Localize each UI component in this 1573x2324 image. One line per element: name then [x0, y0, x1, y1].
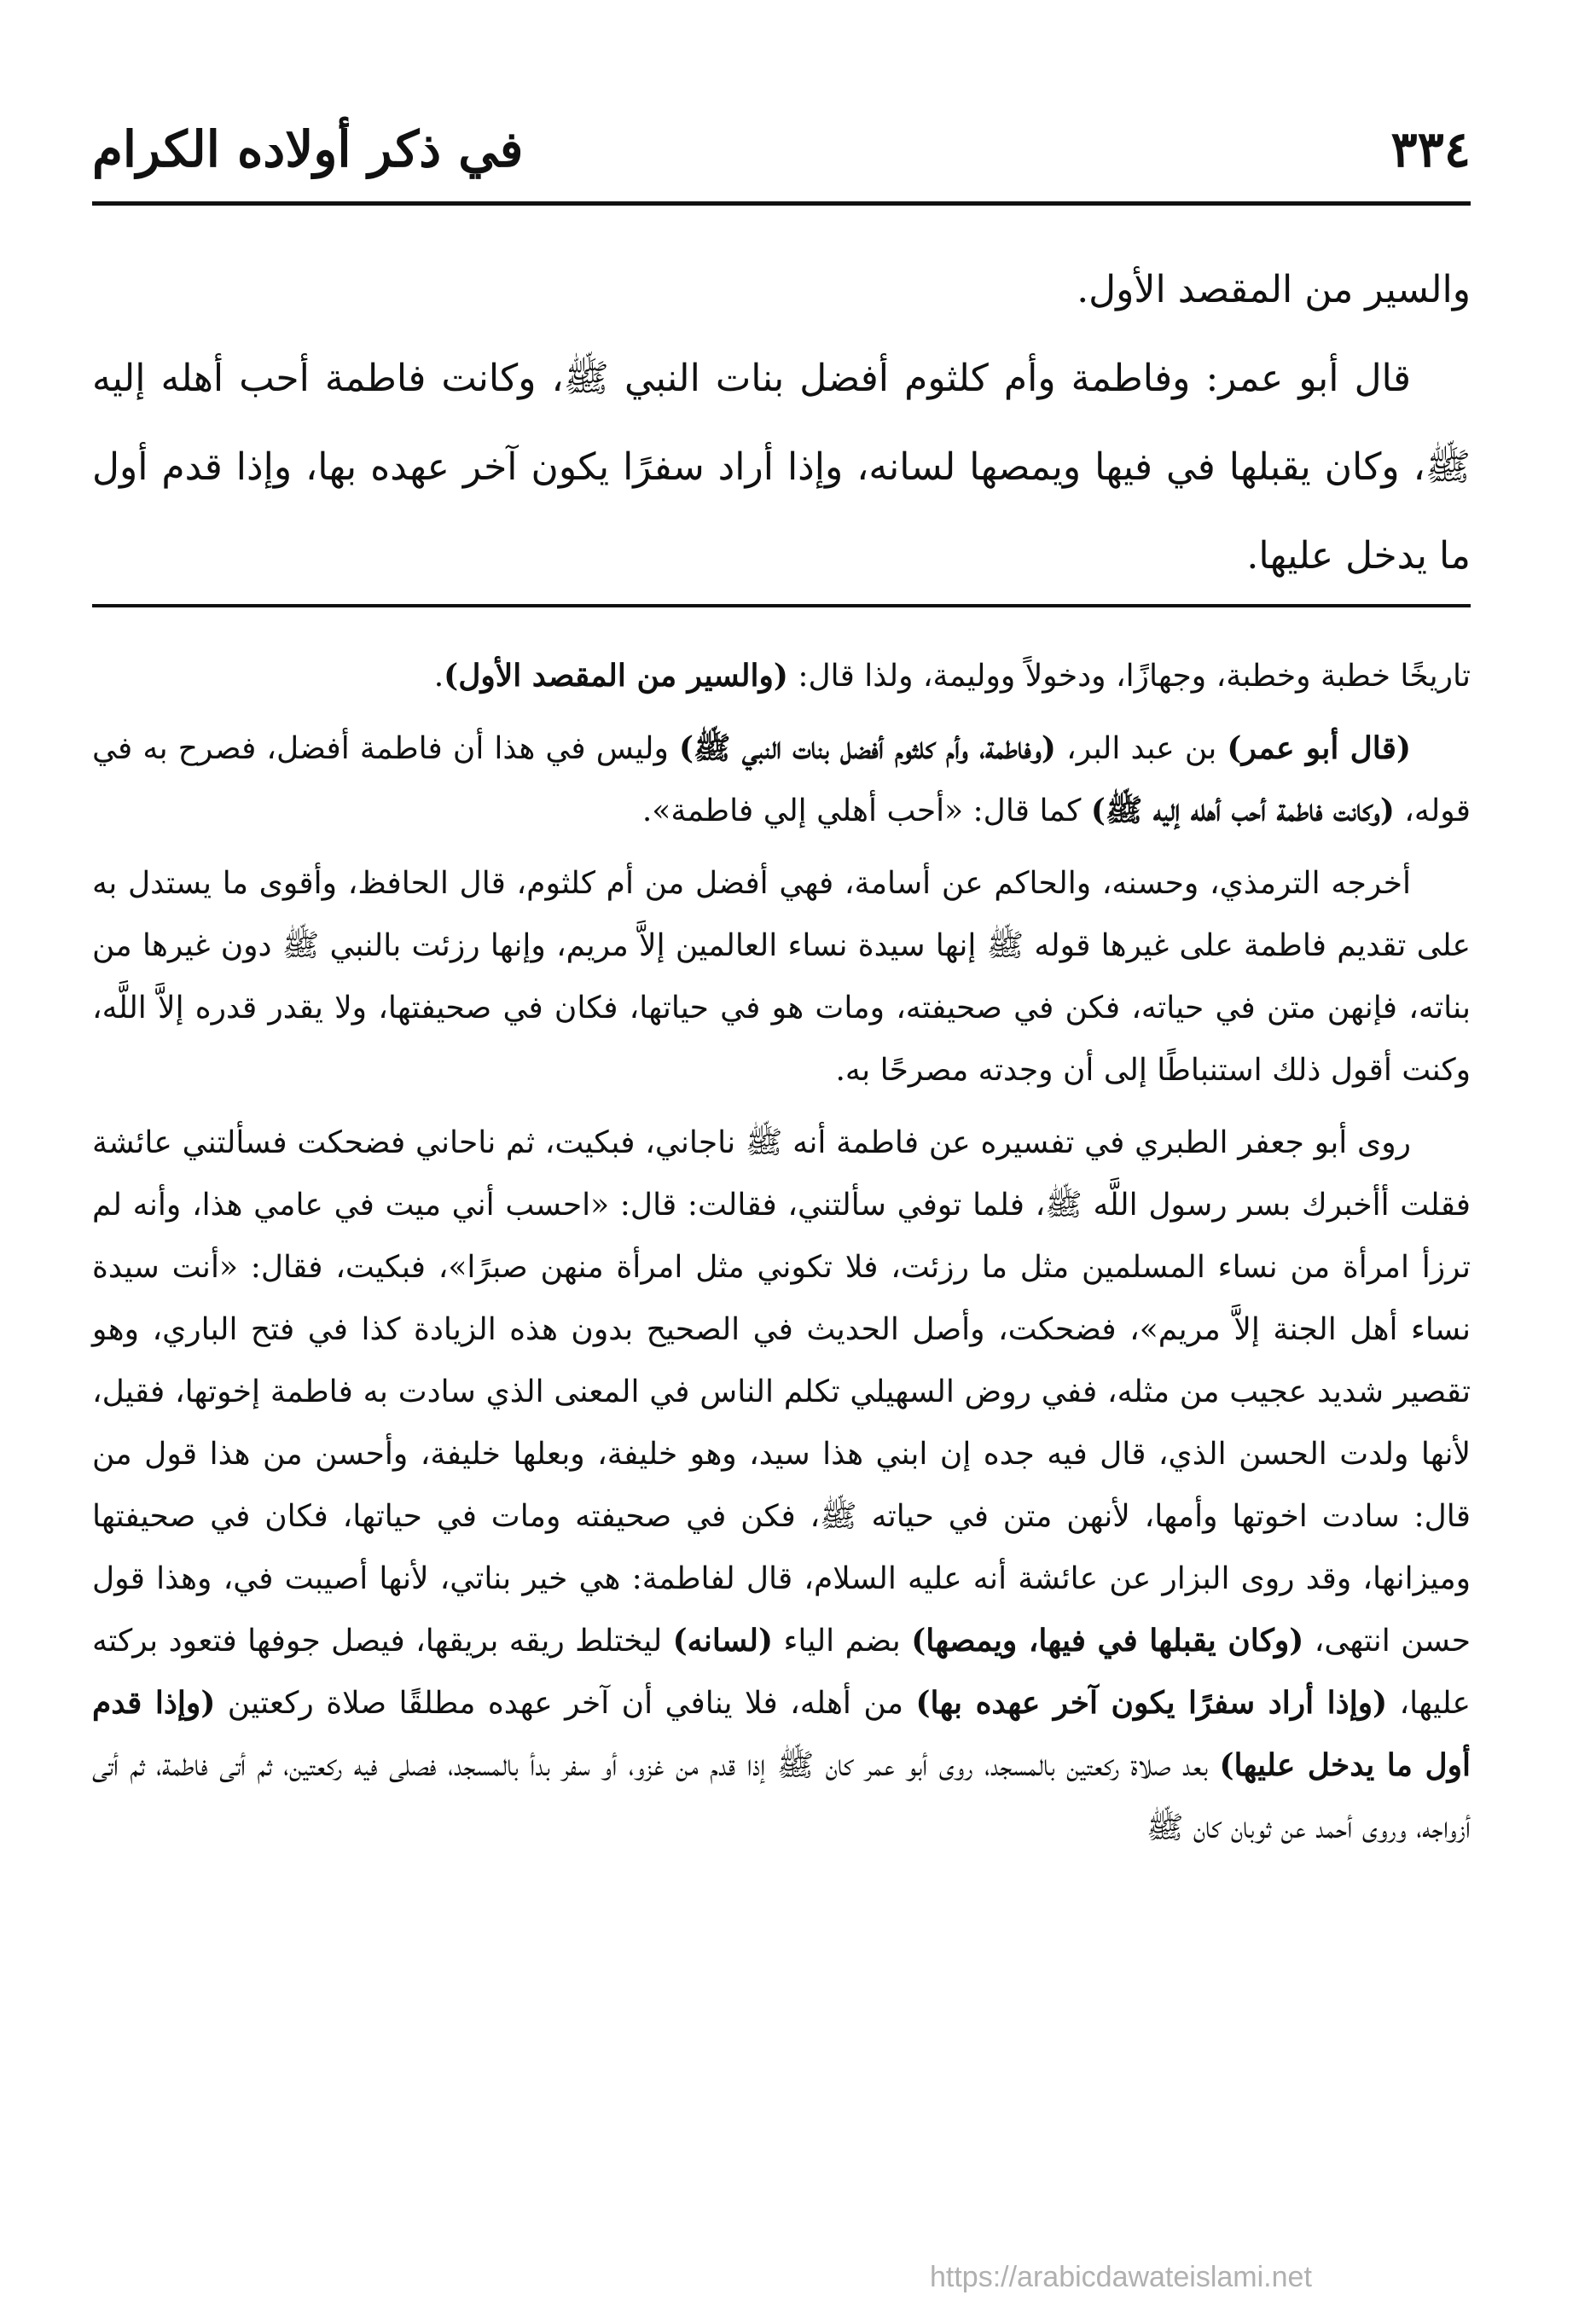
commentary-text-run: كما قال: «أحب أهلي إلي فاطمة». — [641, 793, 1091, 828]
quoted-matn: (وكان يقبلها في فيها، ويمصها) — [911, 1623, 1304, 1659]
quoted-matn: (وفاطمة، وأم كلثوم أفضل بنات النبي ﷺ) — [678, 730, 1056, 766]
commentary-paragraph — [92, 718, 1471, 842]
quoted-matn: (والسير من المقصد الأول) — [444, 658, 788, 694]
commentary-text-run: بعد صلاة ركعتين بالمسجد، روى أبو عمر كان ﷺ إذا قدم من غزو، أو سفر بدأ بالمسجد، فصلى فيه ركعتين، ثم أتى فاطمة، ثم أتى أزواجه، وروى أحمد عن ثوبان كان ﷺ — [92, 1748, 1471, 1845]
commentary-text-run: تاريخًا خطبة وخطبة، وجهازًا، ودخولاً ووليمة، ولذا قال: — [787, 659, 1471, 694]
quoted-matn: (وإذا قدم أول ما يدخل عليها) — [92, 1685, 1471, 1783]
commentary-text-run: من أهله، فلا ينافي أن آخر عهده مطلقًا صلاة ركعتين — [215, 1686, 916, 1721]
commentary-text-run: ليختلط ريقه بريقها، فيصل جوفها فتعود بركته عليها، — [92, 1624, 1471, 1721]
main-paragraph: والسير من المقصد الأول. — [1077, 268, 1471, 311]
commentary-paragraph: أخرجه الترمذي، وحسنه، والحاكم عن أسامة، فهي أفضل من أم كلثوم، قال الحافظ، وأقوى ما يستدل به على تقديم فاطمة على غيرها قوله ﷺ إنها سيدة نساء العالمين إلاَّ مريم، وإنها رزئت بالنبي ﷺ دون غيرها من بناته، فإنهن متن في حياته، فكن في صحيفته، ومات هو في حياتها، فكان في صحيفتها، ولا يقدر قدره إلاَّ اللَّه، وكنت أقول ذلك استنباطًا إلى أن وجدته مصرحًا به. — [92, 866, 1471, 1088]
commentary-text-run: وليس في هذا أن فاطمة أفضل، فصرح به في قوله، — [92, 731, 1471, 828]
commentary-paragraph — [92, 1112, 1471, 1859]
running-head: في ذكر أولاده الكرام — [92, 120, 524, 178]
main-paragraph: قال أبو عمر: وفاطمة وأم كلثوم أفضل بنات النبي ﷺ، وكانت فاطمة أحب أهله إليه ﷺ، وكان يقبلها في فيها ويمصها لسانه، وإذا أراد سفرًا يكون آخر عهده بها، وإذا قدم أول ما يدخل عليها. — [92, 357, 1471, 578]
quoted-matn: (وإذا أراد سفرًا يكون آخر عهده بها) — [915, 1685, 1388, 1721]
commentary-text-run: روى أبو جعفر الطبري في تفسيره عن فاطمة أنه ﷺ ناجاني، فبكيت، ثم ناحاني فضحكت فسألتني عائشة فقلت أأخبرك بسر رسول اللَّه ﷺ، فلما توفي سألتني، فقالت: قال: «احسب أني ميت في عامي هذا، وأنه لم ترزأ امرأة من نساء المسلمين مثل ما رزئت، فلا تكوني مثل امرأة منهن صبرًا»، فبكيت، فقال: «أنت سيدة نساء أهل الجنة إلاَّ مريم»، فضحكت، وأصل الحديث في الصحيح بدون هذه الزيادة كذا في فتح الباري، وهو تقصير شديد عجيب من مثله، ففي روض السهيلي تكلم الناس في المعنى الذي سادت به فاطمة إخوتها، فقيل، لأنها ولدت الحسن الذي، قال فيه جده إن ابني هذا سيد، وهو خليفة، وبعلها خليفة، وأحسن من هذا قول من قال: سادت اخوتها وأمها، لأنهن متن في حياته ﷺ، فكن في صحيفته ومات في حياتها، فكان في صحيفتها وميزانها، وقد روى البزار عن عائشة أنه عليه السلام، قال لفاطمة: هي خير بناتي، لأنها أصيبت في، وهذا قول حسن انتهى، — [92, 1125, 1471, 1659]
page-header — [92, 102, 1471, 196]
header-rule — [92, 201, 1471, 206]
source-watermark: https://arabicdawateislami.net — [930, 2261, 1312, 2293]
commentary-text — [92, 645, 1471, 1869]
section-divider — [92, 604, 1471, 607]
quoted-matn: (وكانت فاطمة أحب أهله إليه ﷺ) — [1090, 793, 1395, 828]
main-text — [92, 246, 1471, 601]
commentary-text-run: بضم الياء — [773, 1624, 912, 1659]
commentary-text-run: بن عبد البر، — [1055, 731, 1228, 766]
page-number: ٣٣٤ — [1390, 120, 1471, 178]
quoted-matn: (قال أبو عمر) — [1227, 730, 1411, 766]
commentary-paragraph — [92, 645, 1471, 707]
quoted-matn: (لسانه) — [672, 1623, 774, 1659]
commentary-text-run: . — [433, 659, 444, 694]
